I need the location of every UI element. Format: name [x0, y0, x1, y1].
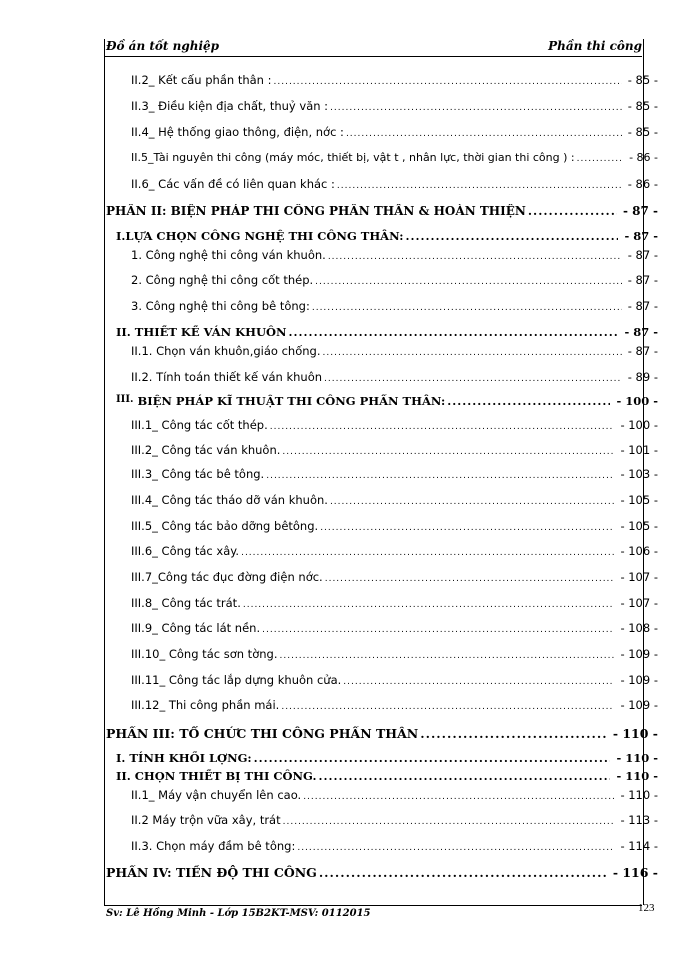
page-header	[104, 38, 642, 57]
dot-leader	[447, 394, 610, 408]
toc-entry-label: II.2. Tính toán thiết kế ván khuôn	[131, 370, 323, 384]
dot-leader	[282, 447, 614, 457]
toc-entry-label: PHẦN IV: TIẾN ĐỘ THI CÔNG	[106, 865, 317, 880]
toc-entry-page: - 86 -	[627, 177, 658, 191]
dot-leader	[577, 154, 623, 164]
toc-entry-page: - 110 -	[620, 788, 658, 802]
toc-entry	[131, 248, 658, 262]
toc-entry-label: III.5_ Công tác bảo dỡng bêtông.	[131, 519, 319, 533]
toc-entry	[131, 344, 658, 358]
toc-entry	[131, 370, 658, 384]
toc-entry	[131, 647, 658, 661]
toc-section-heading	[116, 751, 658, 765]
toc-entry-label: PHẦN II: BIỆN PHÁP THI CÔNG PHẦN THÂN & HOÀN THIỆN	[106, 204, 526, 218]
toc-entry	[131, 698, 658, 712]
toc-entry-page: - 89 -	[627, 370, 658, 384]
dot-leader	[303, 792, 614, 802]
toc-entry	[131, 73, 658, 87]
dot-leader	[283, 817, 615, 827]
toc-entry-page: - 85 -	[627, 73, 658, 87]
toc-entry-page: - 103 -	[620, 467, 658, 481]
toc-entry	[131, 570, 658, 584]
dot-leader	[330, 103, 622, 113]
toc-entry	[131, 443, 658, 457]
toc-entry-label: I. TÍNH KHỐI LỢNG:	[116, 751, 252, 765]
toc-entry-page: - 105 -	[620, 493, 658, 507]
toc-entry	[131, 621, 658, 635]
toc-entry-label: III.9_ Công tác lát nền.	[131, 621, 261, 635]
toc-entry-label: II.1_ Máy vận chuyển lên cao.	[131, 788, 302, 802]
dot-leader	[324, 374, 622, 384]
toc-entry	[131, 596, 658, 610]
dot-leader	[420, 726, 607, 741]
toc-entry	[131, 493, 658, 507]
toc-entry-page: - 87 -	[627, 273, 658, 287]
dot-leader	[337, 181, 622, 191]
toc-entry	[131, 151, 658, 164]
toc-entry	[131, 813, 658, 827]
toc-entry-label: II.3. Chọn máy đầm bê tông:	[131, 839, 296, 853]
toc-entry-page: - 106 -	[620, 544, 658, 558]
toc-entry	[131, 273, 658, 287]
toc-entry-page: - 85 -	[627, 125, 658, 139]
toc-entry-label: III.1_ Công tác cốt thép.	[131, 418, 268, 432]
header-right-title: Phần thi công	[548, 39, 642, 53]
toc-entry-label: 1. Công nghệ thi công ván khuôn.	[131, 248, 326, 262]
toc-section-heading	[116, 394, 658, 408]
toc-entry-page: - 110 -	[616, 751, 658, 765]
toc-entry-page: - 107 -	[620, 596, 658, 610]
footer-rule	[104, 905, 642, 906]
toc-entry-label: III.4_ Công tác tháo dỡ ván khuôn.	[131, 493, 328, 507]
toc-part-heading	[106, 204, 658, 218]
dot-leader	[279, 651, 614, 661]
toc-entry-label: 2. Công nghệ thi công cốt thép.	[131, 273, 314, 287]
toc-entry	[131, 99, 658, 113]
toc-entry-label: BIỆN PHÁP KĨ THUẬT THI CÔNG PHẦN THÂN:	[137, 394, 446, 408]
toc-entry	[131, 544, 658, 558]
toc-part-heading	[106, 865, 658, 880]
toc-entry-label: II.6_ Các vấn đề có liên quan khác :	[131, 177, 335, 191]
dot-leader	[319, 865, 607, 880]
toc-entry-page: - 116 -	[612, 865, 658, 880]
toc-entry-label: II. CHỌN THIẾT BỊ THI CÔNG.	[116, 769, 317, 783]
dot-leader	[266, 471, 614, 481]
toc-entry-page: - 87 -	[624, 229, 658, 243]
toc-entry-page: - 87 -	[627, 344, 658, 358]
dot-leader	[243, 600, 615, 610]
toc-entry-page: - 109 -	[620, 673, 658, 687]
toc-entry-page: - 109 -	[620, 698, 658, 712]
toc-entry-page: - 105 -	[620, 519, 658, 533]
toc-entry	[131, 299, 658, 313]
toc-entry-label: II.3_ Điều kiện địa chất, thuỷ văn :	[131, 99, 329, 113]
section-number: III.	[116, 394, 134, 405]
toc-part-heading	[106, 726, 658, 741]
dot-leader	[323, 348, 622, 358]
toc-entry-label: III.10_ Công tác sơn tờng.	[131, 647, 278, 661]
page-number: 123	[638, 902, 655, 914]
dot-leader	[289, 325, 619, 339]
toc-entry	[131, 418, 658, 432]
toc-entry	[131, 125, 658, 139]
toc-entry-label: 3. Công nghệ thi công bê tông:	[131, 299, 310, 313]
toc-section-heading	[116, 229, 658, 243]
toc-entry-label: II.2_ Kết cấu phần thân :	[131, 73, 272, 87]
toc-entry-page: - 100 -	[616, 394, 658, 408]
dot-leader	[528, 204, 617, 218]
toc-section-heading	[116, 325, 658, 339]
toc-entry-label: III.8_ Công tác trát.	[131, 596, 241, 610]
toc-entry-label: II.1. Chọn ván khuôn,giáo chống.	[131, 344, 321, 358]
toc-entry-page: - 108 -	[620, 621, 658, 635]
toc-entry	[131, 839, 658, 853]
dot-leader	[320, 523, 614, 533]
toc-entry-label: II.5_Tài nguyên thi công (máy móc, thiết bị, vật t , nhân lực, thời gian thi công ) :	[131, 151, 575, 164]
toc-entry-page: - 85 -	[627, 99, 658, 113]
dot-leader	[274, 77, 622, 87]
dot-leader	[262, 625, 614, 635]
toc-entry-label: II. THIẾT KẾ VÁN KHUÔN	[116, 325, 287, 339]
toc-entry-label: PHẦN III: TỔ CHỨC THI CÔNG PHẦN THÂN	[106, 726, 419, 741]
toc-entry-page: - 110 -	[616, 769, 658, 783]
toc-entry-page: - 114 -	[620, 839, 658, 853]
dot-leader	[270, 422, 615, 432]
toc-entry-page: - 110 -	[612, 726, 658, 741]
dot-leader	[312, 303, 622, 313]
toc-entry-label: III.2_ Công tác ván khuôn.	[131, 443, 281, 457]
toc-entry-page: - 87 -	[627, 248, 658, 262]
toc-entry-page: - 113 -	[620, 813, 658, 827]
toc-entry-page: - 87 -	[622, 204, 658, 218]
header-left-title: Đồ án tốt nghiệp	[106, 39, 220, 53]
dot-leader	[330, 497, 615, 507]
dot-leader	[343, 677, 614, 687]
dot-leader	[328, 252, 622, 262]
toc-entry-label: III.11_ Công tác lắp dựng khuôn cửa.	[131, 673, 342, 687]
dot-leader	[405, 229, 618, 243]
toc-entry-page: - 87 -	[627, 299, 658, 313]
footer-author: Sv: Lê Hồng Minh - Lớp 15B2KT-MSV: 0112015	[106, 908, 371, 919]
toc-entry	[131, 788, 658, 802]
toc-entry-page: - 86 -	[629, 151, 658, 164]
dot-leader	[241, 548, 614, 558]
toc-entry-label: III.3_ Công tác bê tông.	[131, 467, 265, 481]
dot-leader	[346, 129, 622, 139]
toc-entry-label: I.LỰA CHỌN CÔNG NGHỆ THI CÔNG THÂN:	[116, 229, 404, 243]
dot-leader	[325, 574, 615, 584]
toc-entry-label: II.4_ Hệ thống giao thông, điện, nớc :	[131, 125, 344, 139]
dot-leader	[281, 702, 614, 712]
toc-entry-label: II.2 Máy trộn vữa xây, trát	[131, 813, 281, 827]
toc-entry-page: - 100 -	[620, 418, 658, 432]
toc-entry-label: III.6_ Công tác xây.	[131, 544, 240, 558]
toc-entry-label: III.12_ Thi công phần mái.	[131, 698, 280, 712]
toc-entry	[131, 673, 658, 687]
toc-entry	[131, 519, 658, 533]
dot-leader	[318, 769, 610, 783]
toc-entry-page: - 109 -	[620, 647, 658, 661]
toc-entry-page: - 101 -	[620, 443, 658, 457]
toc-entry-page: - 87 -	[624, 325, 658, 339]
toc-entry-label: III.7_Công tác đục đờng điện nớc.	[131, 570, 323, 584]
toc-entry-page: - 107 -	[620, 570, 658, 584]
toc-section-heading	[116, 769, 658, 783]
dot-leader	[297, 843, 614, 853]
toc-entry	[131, 177, 658, 191]
dot-leader	[315, 277, 622, 287]
toc-entry	[131, 467, 658, 481]
dot-leader	[254, 751, 611, 765]
